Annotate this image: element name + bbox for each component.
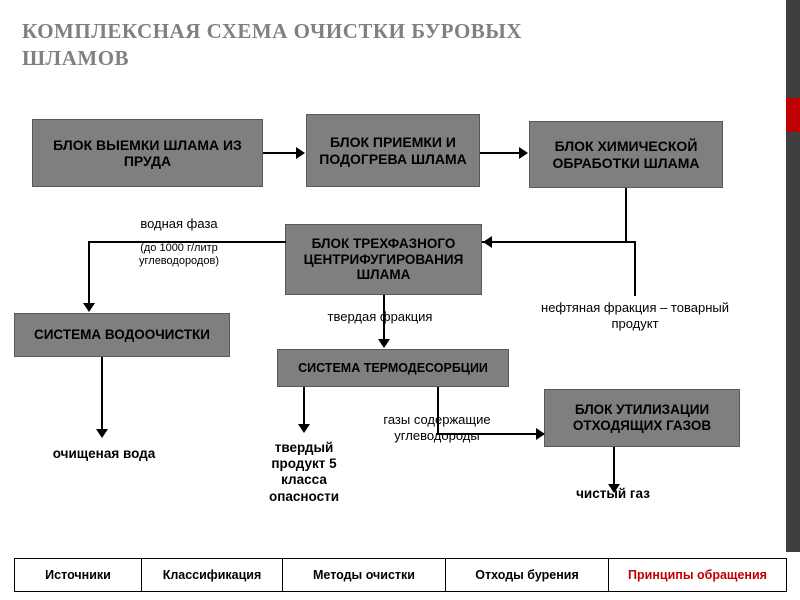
node-block-sludge-extraction[interactable]: БЛОК ВЫЕМКИ ШЛАМА ИЗ ПРУДА [32, 119, 263, 187]
right-edge-bar-accent [786, 98, 800, 132]
label-clean-gas: чистый газ [576, 486, 650, 501]
label-water-phase-note: (до 1000 г/литр углеводородов) [139, 242, 219, 268]
bottom-tab-bar[interactable] [14, 558, 786, 592]
node-block-reception-heating[interactable]: БЛОК ПРИЕМКИ И ПОДОГРЕВА ШЛАМА [306, 114, 480, 187]
label-gases: газы содержащие углеводороды [383, 412, 491, 443]
label-oil-fraction: нефтяная фракция – товарный продукт [541, 300, 729, 331]
node-block-three-phase-centrifuge[interactable]: БЛОК ТРЕХФАЗНОГО ЦЕНТРИФУГИРОВАНИЯ ШЛАМА [285, 224, 482, 295]
right-edge-bar-top [786, 0, 800, 98]
connector-watertreatment-down [101, 357, 103, 430]
arrow-solid-to-thermodesorption [378, 339, 390, 348]
tab-cleaning-methods[interactable]: Методы очистки [282, 558, 446, 592]
connector-thermodesorption-down [303, 387, 305, 425]
node-thermodesorption-system[interactable]: СИСТЕМА ТЕРМОДЕСОРБЦИИ [277, 349, 509, 387]
node-block-chemical-treatment[interactable]: БЛОК ХИМИЧЕСКОЙ ОБРАБОТКИ ШЛАМА [529, 121, 723, 188]
label-solid-product: твердый продукт 5 класса опасности [268, 440, 340, 504]
tab-handling-principles[interactable]: Принципы обращения [608, 558, 787, 592]
connector-chemical-down [625, 188, 627, 243]
arrow-gas-to-utilization [536, 428, 545, 440]
tab-classification[interactable]: Классификация [141, 558, 283, 592]
page-title: КОМПЛЕКСНАЯ СХЕМА ОЧИСТКИ БУРОВЫХ ШЛАМОВ [22, 19, 523, 71]
arrow-to-solid-product [298, 424, 310, 433]
connector-oil-down [634, 241, 636, 296]
arrow-extraction-to-reception [296, 147, 305, 159]
arrow-to-clean-water [96, 429, 108, 438]
tab-sources[interactable]: Источники [14, 558, 142, 592]
right-edge-bar-bottom [786, 132, 800, 552]
label-water-phase: водная фаза [140, 216, 218, 231]
node-water-treatment-system[interactable]: СИСТЕМА ВОДООЧИСТКИ [14, 313, 230, 357]
connector-utilization-down [613, 447, 615, 485]
node-offgas-utilization-block[interactable]: БЛОК УТИЛИЗАЦИИ ОТХОДЯЩИХ ГАЗОВ [544, 389, 740, 447]
connector-reception-to-chemical [480, 152, 520, 154]
label-clean-water: очищеная вода [52, 446, 156, 461]
connector-water-down [88, 241, 90, 303]
connector-extraction-to-reception [263, 152, 297, 154]
label-solid-fraction: твердая фракция [327, 309, 433, 324]
tab-drilling-waste[interactable]: Отходы бурения [445, 558, 609, 592]
arrow-water-to-treatment [83, 303, 95, 312]
connector-centrifuge-oil-out [482, 241, 635, 243]
arrow-reception-to-chemical [519, 147, 528, 159]
